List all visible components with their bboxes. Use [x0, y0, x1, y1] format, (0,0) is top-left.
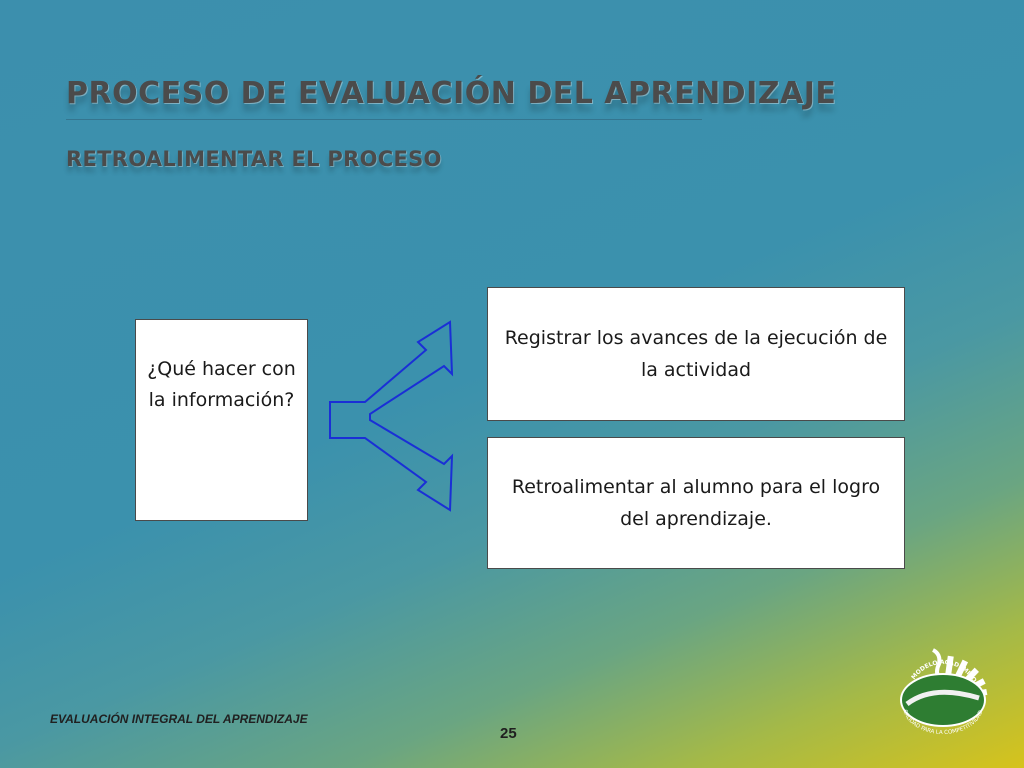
slide-subtitle: RETROALIMENTAR EL PROCESO — [66, 147, 442, 171]
slide-title: PROCESO DE EVALUACIÓN DEL APRENDIZAJE — [66, 76, 837, 111]
title-underline — [66, 119, 702, 120]
logo-bottom-text: CALIDAD PARA LA COMPETITIVIDAD — [901, 709, 985, 737]
split-arrow-icon — [320, 312, 460, 524]
logo-top-text: MODELO ACADÉMICO — [910, 658, 978, 684]
feedback-student-box: Retroalimentar al alumno para el logro del aprendizaje. — [487, 437, 905, 569]
footer-label: EVALUACIÓN INTEGRAL DEL APRENDIZAJE — [50, 712, 308, 726]
modelo-academico-logo — [893, 648, 993, 738]
page-number: 25 — [500, 725, 517, 742]
register-progress-box: Registrar los avances de la ejecución de la actividad — [487, 287, 905, 421]
question-box: ¿Qué hacer con la información? — [135, 319, 308, 521]
